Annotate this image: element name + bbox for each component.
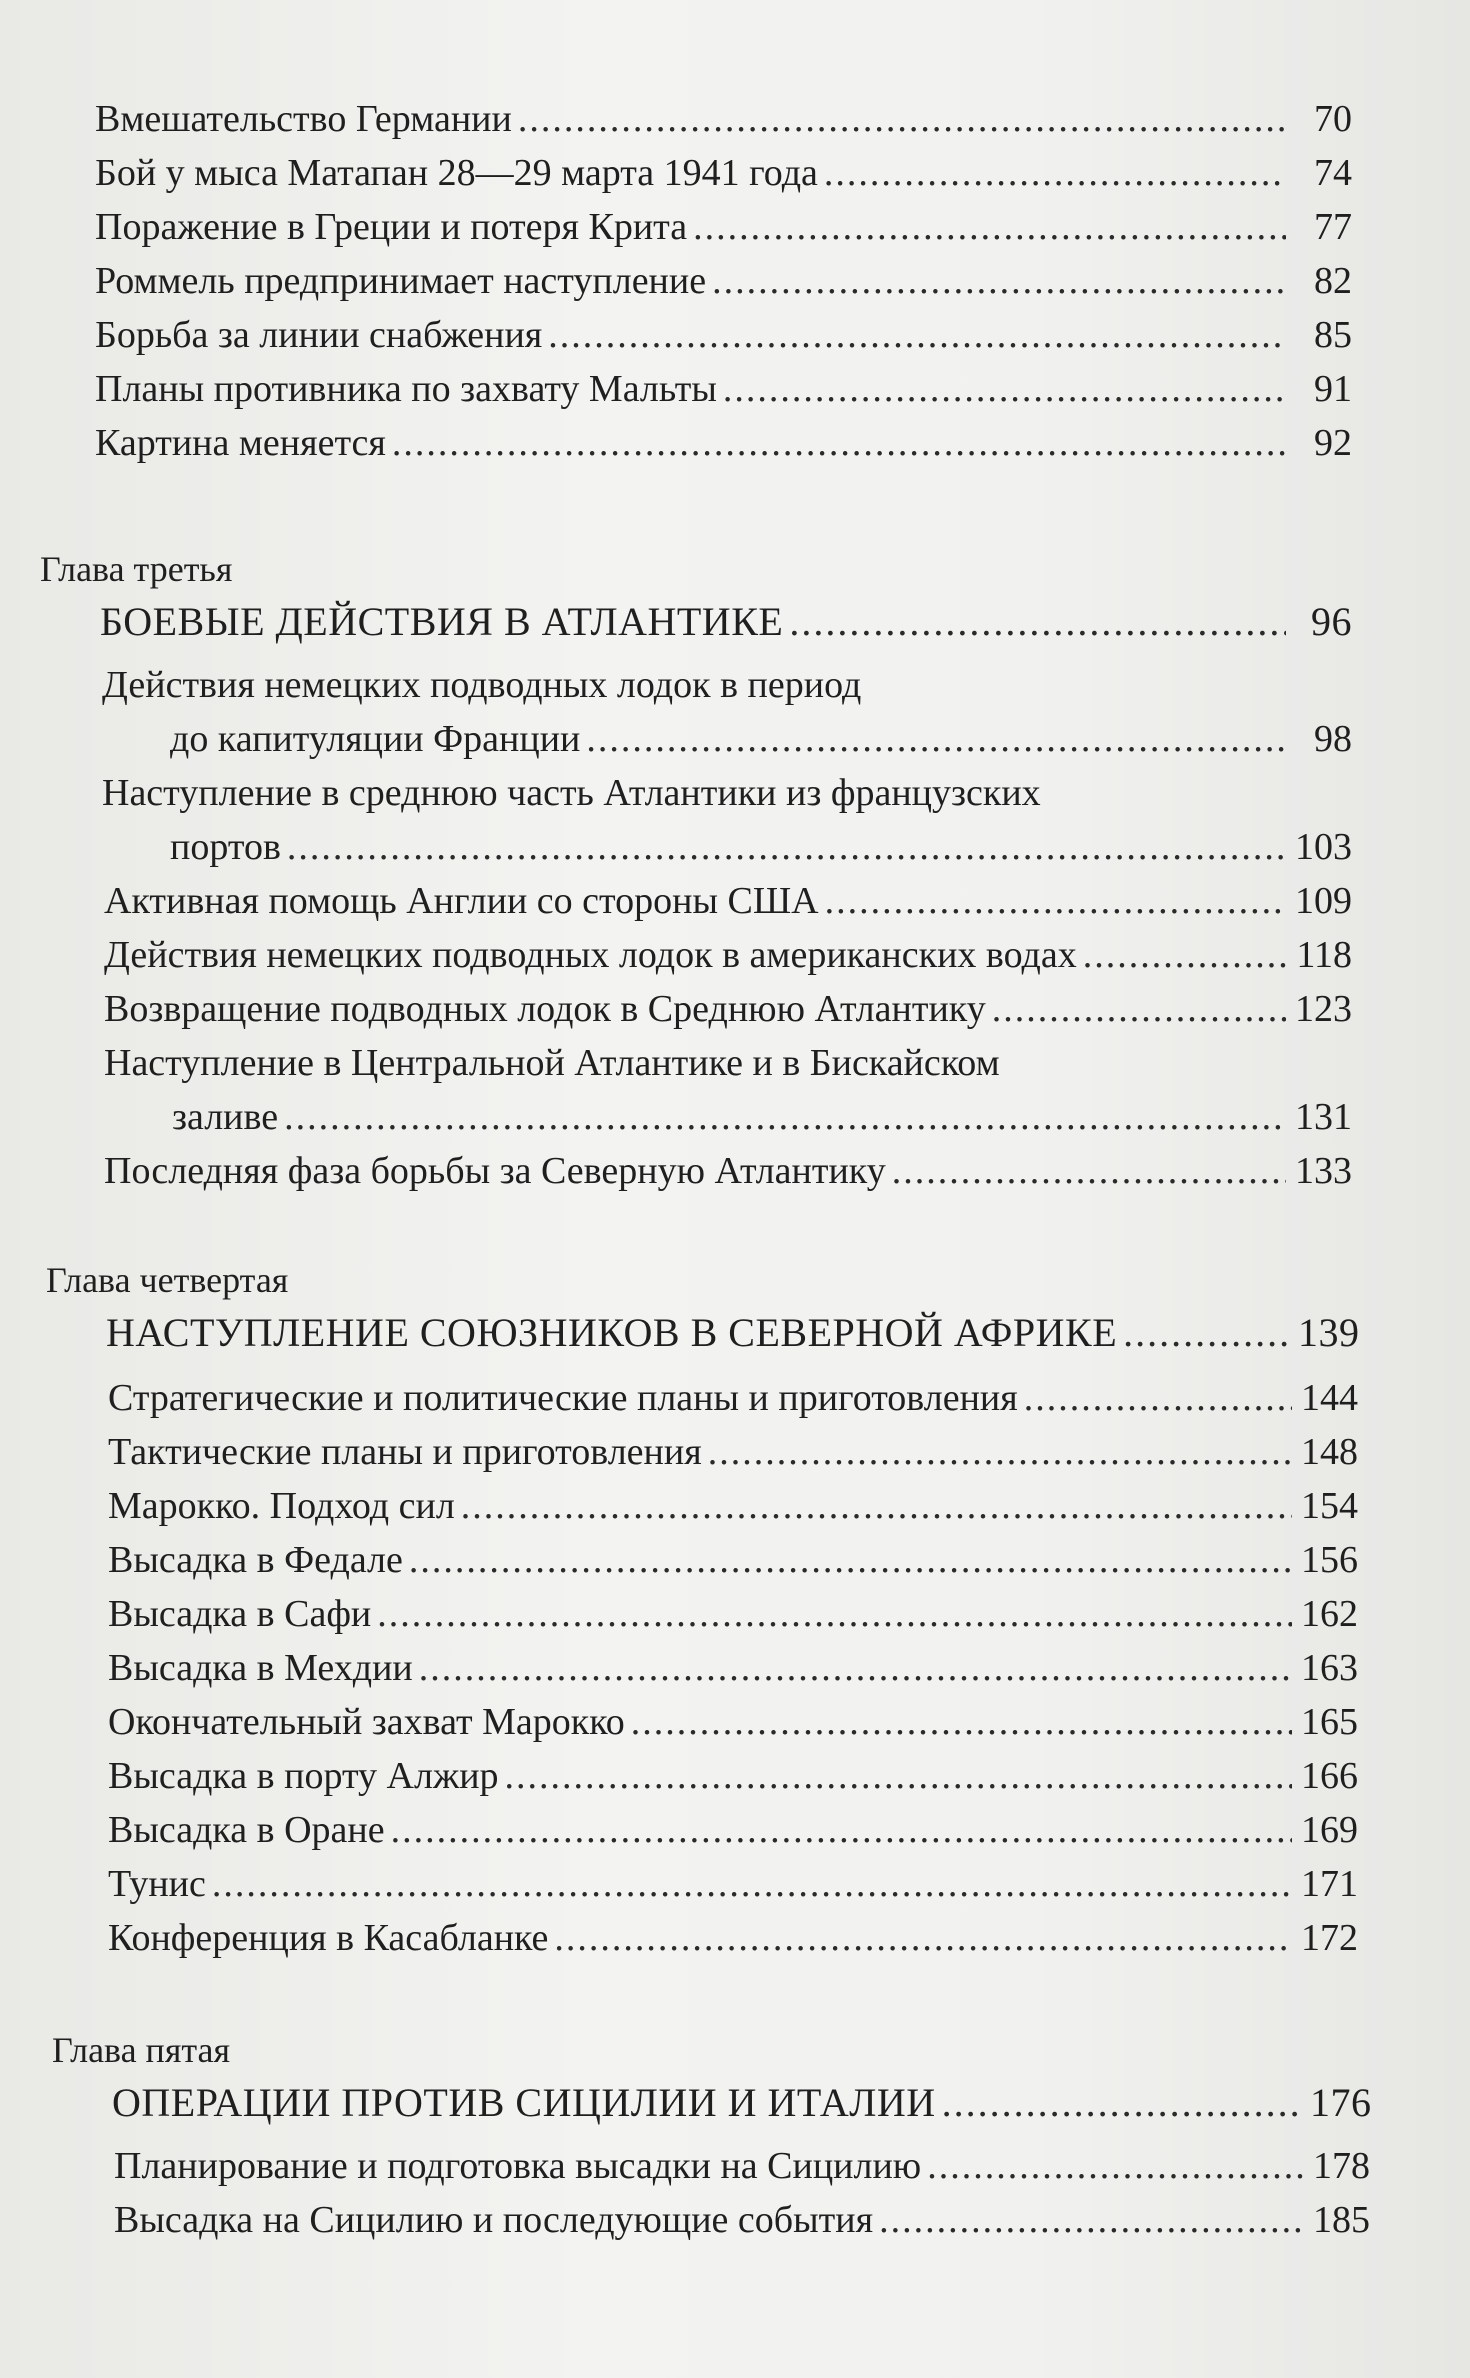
toc-section-prev — [0, 92, 1470, 470]
leader-dots — [391, 1803, 1292, 1857]
toc-entry[interactable] — [114, 2193, 1370, 2247]
toc-entry-title: Наступление в среднюю часть Атлантики из французских — [102, 772, 1041, 814]
toc-entry[interactable] — [108, 1533, 1358, 1587]
chapter-title-entry[interactable] — [112, 2075, 1370, 2131]
toc-page-number: 131 — [1295, 1096, 1352, 1138]
toc-page-number: 172 — [1301, 1917, 1358, 1959]
toc-page-number: 109 — [1295, 880, 1352, 922]
toc-entry[interactable] — [104, 1144, 1352, 1198]
toc-entry-title: Роммель предпринимает наступление — [95, 260, 707, 302]
toc-entry[interactable] — [95, 146, 1352, 200]
toc-page-number: 169 — [1301, 1809, 1358, 1851]
toc-entry-title-cont: портов — [170, 826, 281, 868]
toc-entry-title: Высадка в Сафи — [108, 1593, 372, 1635]
leader-dots — [1083, 928, 1286, 982]
toc-entry-title: Высадка в Федале — [108, 1539, 403, 1581]
toc-entry-title: Высадка в Оране — [108, 1809, 385, 1851]
toc-entry[interactable] — [104, 874, 1352, 928]
leader-dots — [548, 308, 1286, 362]
toc-page-number: 162 — [1301, 1593, 1358, 1635]
toc-entry[interactable] — [108, 1641, 1358, 1695]
toc-entry[interactable] — [114, 2139, 1370, 2193]
toc-page-number: 185 — [1313, 2199, 1370, 2241]
chapter-title-entry[interactable] — [106, 1305, 1358, 1361]
toc-page-number: 165 — [1301, 1701, 1358, 1743]
toc-page-number: 171 — [1301, 1863, 1358, 1905]
toc-entry[interactable] — [0, 1036, 1470, 1144]
leader-dots — [631, 1695, 1292, 1749]
toc-chapter-4 — [0, 1255, 1470, 1965]
toc-entry-title: Планы противника по захвату Мальты — [95, 368, 717, 410]
leader-dots — [505, 1749, 1292, 1803]
leader-dots — [892, 1144, 1286, 1198]
toc-entry[interactable] — [0, 766, 1470, 874]
leader-dots — [879, 2193, 1304, 2247]
toc-page-number: 103 — [1295, 826, 1352, 868]
toc-entry-title: Тунис — [108, 1863, 206, 1905]
toc-page-number: 118 — [1296, 934, 1352, 976]
leader-dots — [723, 362, 1286, 416]
chapter-label: Глава пятая — [52, 2030, 231, 2070]
toc-entry[interactable] — [95, 92, 1352, 146]
leader-dots — [693, 200, 1286, 254]
toc-entry-title: Борьба за линии снабжения — [95, 314, 543, 356]
leader-dots — [712, 254, 1286, 308]
toc-entry-title: Возвращение подводных лодок в Среднюю Атлантику — [104, 988, 986, 1030]
toc-entry-title: Действия немецких подводных лодок в период — [102, 664, 862, 706]
chapter-label: Глава третья — [40, 549, 233, 589]
leader-dots — [1123, 1305, 1292, 1361]
toc-page-number: 166 — [1301, 1755, 1358, 1797]
toc-entry[interactable] — [108, 1425, 1358, 1479]
toc-page-number: 176 — [1310, 2080, 1372, 2125]
chapter-title: ОПЕРАЦИИ ПРОТИВ СИЦИЛИИ И ИТАЛИИ — [112, 2080, 936, 2125]
toc-entry-title: Действия немецких подводных лодок в американских водах — [104, 934, 1077, 976]
toc-page-number: 123 — [1295, 988, 1352, 1030]
toc-page-number: 154 — [1301, 1485, 1358, 1527]
leader-dots — [377, 1587, 1292, 1641]
toc-page-number: 96 — [1311, 599, 1352, 644]
toc-entry-title: Марокко. Подход сил — [108, 1485, 455, 1527]
toc-entry[interactable] — [95, 362, 1352, 416]
chapter-title: БОЕВЫЕ ДЕЙСТВИЯ В АТЛАНТИКЕ — [100, 599, 784, 644]
toc-entry-title: Картина меняется — [95, 422, 386, 464]
leader-dots — [518, 92, 1286, 146]
leader-dots — [409, 1533, 1292, 1587]
toc-entry-title: Окончательный захват Марокко — [108, 1701, 625, 1743]
toc-entry[interactable] — [95, 416, 1352, 470]
leader-dots — [942, 2075, 1304, 2131]
chapter-label: Глава четвертая — [46, 1260, 289, 1300]
leader-dots — [287, 820, 1286, 874]
toc-entry[interactable] — [108, 1803, 1358, 1857]
toc-entry-title-cont: до капитуляции Франции — [170, 718, 581, 760]
leader-dots — [554, 1911, 1292, 1965]
toc-entry-title: Активная помощь Англии со стороны США — [104, 880, 819, 922]
toc-entry[interactable] — [108, 1695, 1358, 1749]
toc-page-number: 82 — [1314, 260, 1352, 302]
toc-entry-title: Планирование и подготовка высадки на Сицилию — [114, 2145, 922, 2187]
toc-page-number: 77 — [1314, 206, 1352, 248]
leader-dots — [212, 1857, 1292, 1911]
leader-dots — [708, 1425, 1292, 1479]
toc-entry-title: Бой у мыса Матапан 28—29 марта 1941 года — [95, 152, 818, 194]
leader-dots — [1024, 1371, 1292, 1425]
toc-page-number: 144 — [1301, 1377, 1358, 1419]
toc-page-number: 178 — [1313, 2145, 1370, 2187]
toc-entry[interactable] — [108, 1479, 1358, 1533]
toc-entry-continuation — [170, 820, 1352, 874]
toc-entry[interactable] — [108, 1857, 1358, 1911]
leader-dots — [586, 712, 1286, 766]
leader-dots — [461, 1479, 1292, 1533]
toc-entry-title: Наступление в Центральной Атлантике и в Бискайском — [104, 1042, 1000, 1084]
toc-page-number: 156 — [1301, 1539, 1358, 1581]
leader-dots — [284, 1090, 1286, 1144]
toc-page-number: 148 — [1301, 1431, 1358, 1473]
leader-dots — [825, 874, 1286, 928]
toc-page-number: 98 — [1314, 718, 1352, 760]
toc-entry-title: Последняя фаза борьбы за Северную Атлантику — [104, 1150, 886, 1192]
toc-entry-title: Высадка в Мехдии — [108, 1647, 413, 1689]
toc-page-number: 85 — [1314, 314, 1352, 356]
toc-entry[interactable] — [108, 1749, 1358, 1803]
toc-chapter-3 — [0, 544, 1470, 1198]
toc-chapter-5 — [0, 2025, 1470, 2247]
leader-dots — [927, 2139, 1304, 2193]
toc-entry-title: Поражение в Греции и потеря Крита — [95, 206, 688, 248]
toc-page-number: 70 — [1314, 98, 1352, 140]
toc-entry-title-cont: заливе — [172, 1096, 279, 1138]
leader-dots — [992, 982, 1286, 1036]
toc-entry-title: Вмешательство Германии — [95, 98, 512, 140]
chapter-title-entry[interactable] — [100, 594, 1352, 650]
toc-entry[interactable] — [104, 928, 1352, 982]
toc-entry[interactable] — [108, 1911, 1358, 1965]
toc-entry[interactable] — [95, 308, 1352, 362]
chapter-title: НАСТУПЛЕНИЕ СОЮЗНИКОВ В СЕВЕРНОЙ АФРИКЕ — [106, 1310, 1118, 1355]
toc-page-number: 133 — [1295, 1150, 1352, 1192]
toc-entry[interactable] — [95, 200, 1352, 254]
leader-dots — [824, 146, 1286, 200]
toc-entry-title: Высадка на Сицилию и последующие события — [114, 2199, 874, 2241]
toc-page-number: 139 — [1298, 1310, 1360, 1355]
toc-entry-title: Высадка в порту Алжир — [108, 1755, 499, 1797]
toc-entry[interactable] — [0, 658, 1470, 766]
toc-entry[interactable] — [95, 254, 1352, 308]
leader-dots — [392, 416, 1286, 470]
toc-page-number: 92 — [1314, 422, 1352, 464]
toc-entry[interactable] — [104, 982, 1352, 1036]
toc-page-number: 91 — [1314, 368, 1352, 410]
leader-dots — [419, 1641, 1292, 1695]
toc-entry-continuation — [170, 712, 1352, 766]
toc-page-number: 74 — [1314, 152, 1352, 194]
toc-entry-title: Тактические планы и приготовления — [108, 1431, 702, 1473]
toc-page-number: 163 — [1301, 1647, 1358, 1689]
leader-dots — [789, 594, 1286, 650]
toc-entry-title: Конференция в Касабланке — [108, 1917, 549, 1959]
toc-entry-continuation — [172, 1090, 1352, 1144]
toc-entry[interactable] — [108, 1371, 1358, 1425]
toc-entry[interactable] — [108, 1587, 1358, 1641]
toc-entry-title: Стратегические и политические планы и приготовления — [108, 1377, 1018, 1419]
